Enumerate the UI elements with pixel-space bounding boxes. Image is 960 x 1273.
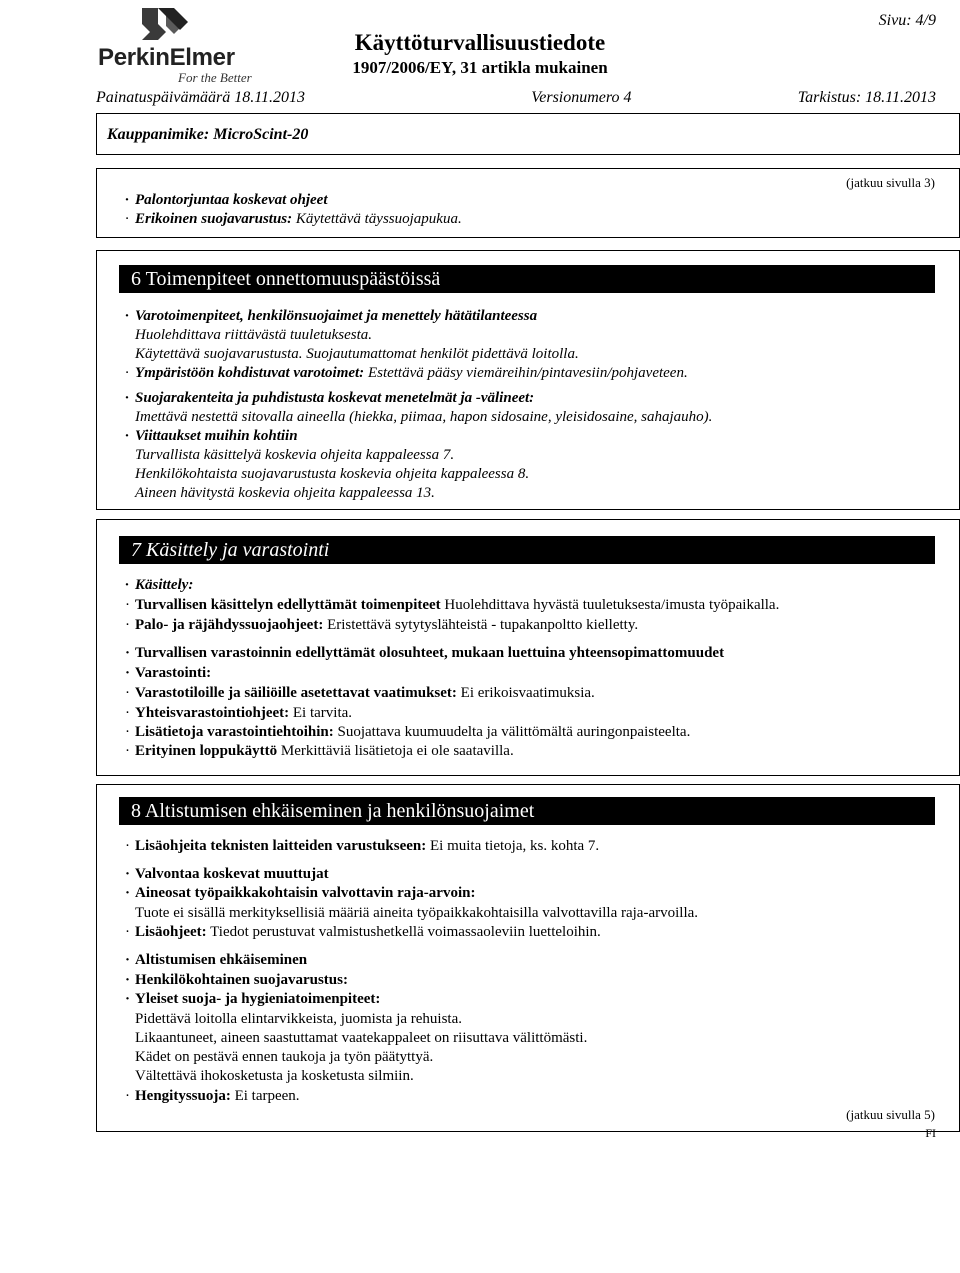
list-item: · Varotoimenpiteet, henkilönsuojaimet ja menettely hätätilanteessa [125, 308, 538, 324]
list-item: · Lisäohjeet: Tiedot perustuvat valmistushetkellä voimassaoleviin luetteloihin. [125, 924, 601, 940]
section-7-heading: 7 Käsittely ja varastointi [119, 536, 935, 564]
document-subtitle: 1907/2006/EY, 31 artikla mukainen [352, 58, 608, 77]
document-title: Käyttöturvallisuustiedote [354, 30, 606, 55]
list-item: · Turvallisen käsittelyn edellyttämät toimenpiteet Huolehdittava hyvästä tuuletuksesta/imusta työpaikalla. [125, 597, 780, 613]
list-item: Turvallista käsittelyä koskevia ohjeita kappaleessa 7. [135, 447, 455, 463]
list-item: Likaantuneet, aineen saastuttamat vaatekappaleet on riisuttava välittömästi. [135, 1030, 588, 1046]
list-item: · Yleiset suoja- ja hygieniatoimenpiteet: [125, 991, 381, 1007]
list-item: · Aineosat työpaikkakohtaisin valvottavin raja-arvoin: [125, 885, 476, 901]
page-number: Sivu: 4/9 [878, 12, 936, 29]
list-item: · Suojarakenteita ja puhdistusta koskevat menetelmät ja -välineet: [125, 390, 535, 406]
list-item: Tuote ei sisällä merkityksellisiä määriä aineita työpaikkakohtaisilla valvottavilla raja-arvoilla. [135, 905, 699, 921]
language-code: FI [925, 1126, 936, 1140]
trade-name-box [96, 113, 960, 155]
list-item: · Altistumisen ehkäiseminen [125, 952, 308, 968]
section-6-heading: 6 Toimenpiteet onnettomuuspäästöissä [119, 265, 935, 293]
list-item: · Erikoinen suojavarustus: Käytettävä täyssuojapukua. [125, 211, 462, 227]
trade-name: Kauppanimike: MicroScint-20 [107, 126, 309, 143]
list-item: Pidettävä loitolla elintarvikkeista, juomista ja rehuista. [135, 1011, 463, 1027]
logo-tagline: For the Better [178, 70, 252, 85]
section-6-box [96, 250, 960, 510]
version-number: Versionumero 4 [531, 89, 632, 106]
list-item: Aineen hävitystä koskevia ohjeita kappaleessa 13. [135, 485, 435, 501]
list-item: · Käsittely: [125, 577, 194, 593]
continued-from: (jatkuu sivulla 3) [846, 175, 935, 190]
logo-wordmark: PerkinElmer [98, 44, 235, 71]
list-item: Henkilökohtaista suojavarustusta koskevia ohjeita kappaleessa 8. [135, 466, 530, 482]
meta-row [96, 89, 936, 107]
list-item: Imettävä nestettä sitovalla aineella (hiekka, piimaa, hapon sidosaine, yleisidosaine, sahajauho). [135, 409, 713, 425]
list-item: · Ympäristöön kohdistuvat varotoimet: Estettävä pääsy viemäreihin/pintavesiin/pohjaveteen. [125, 365, 688, 381]
section-8-heading: 8 Altistumisen ehkäiseminen ja henkilönsuojaimet [119, 797, 935, 825]
continued-to: (jatkuu sivulla 5) [846, 1107, 935, 1122]
fire-continuation-box [96, 168, 960, 238]
list-item: · Varastointi: [125, 665, 212, 681]
list-item: · Turvallisen varastoinnin edellyttämät olosuhteet, mukaan luettuina yhteensopimattomuudet [125, 645, 725, 661]
list-item: · Valvontaa koskevat muuttujat [125, 866, 329, 882]
list-item: · Henkilökohtainen suojavarustus: [125, 972, 348, 988]
list-item: · Lisäohjeita teknisten laitteiden varustukseen: Ei muita tietoja, ks. kohta 7. [125, 838, 600, 854]
list-item: · Erityinen loppukäyttö Merkittäviä lisätietoja ei ole saatavilla. [125, 743, 514, 759]
list-item: Vältettävä ihokosketusta ja kosketusta silmiin. [135, 1068, 414, 1084]
list-item: Huolehdittava riittävästä tuuletuksesta. [135, 327, 373, 343]
list-item: Kädet on pestävä ennen taukoja ja työn päätyttyä. [135, 1049, 434, 1065]
list-item: Käytettävä suojavarustusta. Suojautumattomat henkilöt pidettävä loitolla. [135, 346, 579, 362]
list-item: · Varastotiloille ja säiliöille asetettavat vaatimukset: Ei erikoisvaatimuksia. [125, 685, 595, 701]
print-date: Painatuspäivämäärä 18.11.2013 [96, 89, 306, 106]
list-item: · Lisätietoja varastointiehtoihin: Suojattava kuumuudelta ja välittömältä auringonpaisteelta. [125, 724, 691, 740]
list-item: · Palontorjuntaa koskevat ohjeet [125, 192, 328, 208]
section-8-box [96, 784, 960, 1132]
list-item: · Hengityssuoja: Ei tarpeen. [125, 1088, 300, 1104]
section-7-box [96, 519, 960, 776]
list-item: · Viittaukset muihin kohtiin [125, 428, 298, 444]
list-item: · Yhteisvarastointiohjeet: Ei tarvita. [125, 705, 353, 721]
list-item: · Palo- ja räjähdyssuojaohjeet: Eristettävä sytytyslähteistä - tupakanpoltto kielletty. [125, 617, 639, 633]
revision-date: Tarkistus: 18.11.2013 [797, 89, 936, 106]
